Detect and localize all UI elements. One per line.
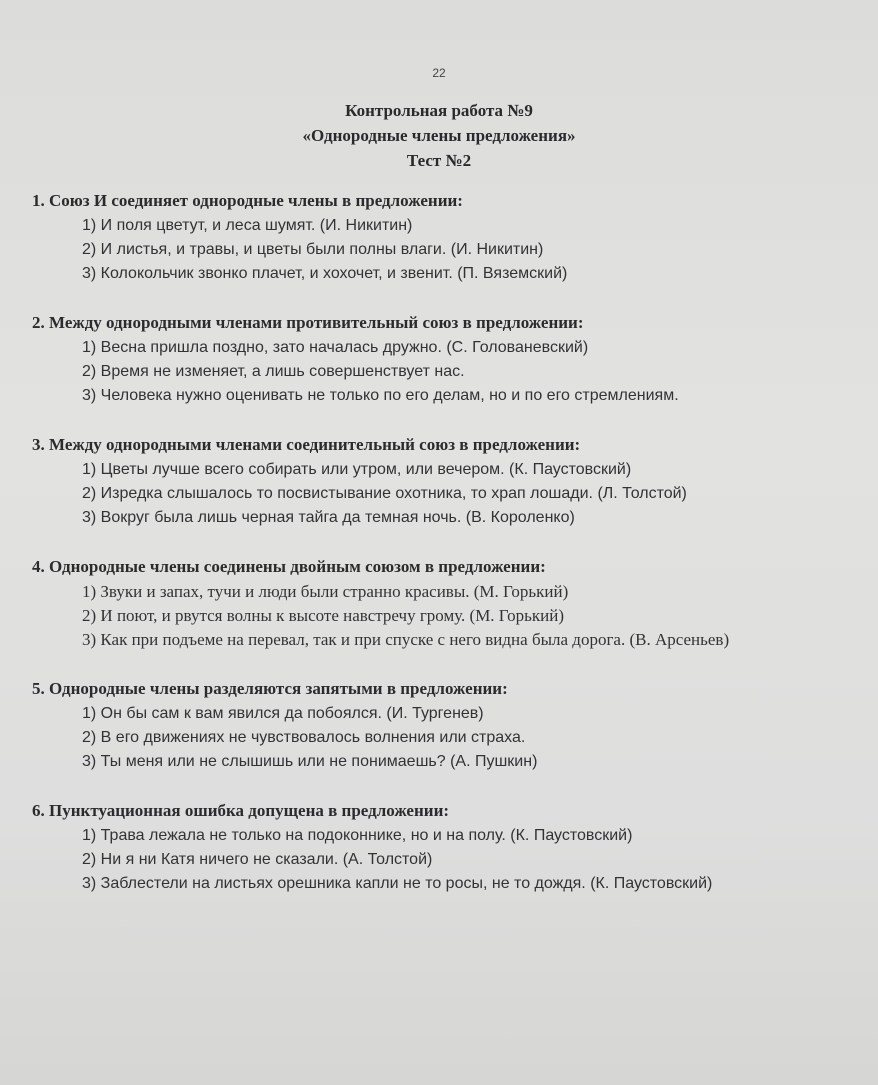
question-6 <box>22 800 812 896</box>
question-3 <box>22 434 812 530</box>
answer-option: 3) Вокруг была лишь черная тайга да темная ночь. (В. Короленко) <box>82 509 575 526</box>
question-1 <box>22 190 812 286</box>
question-title: 6. Пунктуационная ошибка допущена в предложении: <box>32 801 450 820</box>
answer-option: 3) Человека нужно оценивать не только по его делам, но и по его стремлениям. <box>82 387 679 404</box>
questions-list <box>22 190 812 922</box>
answer-option: 1) Звуки и запах, тучи и люди были странно красивы. (М. Горький) <box>82 582 569 601</box>
question-title: 5. Однородные члены разделяются запятыми в предложении: <box>32 679 508 698</box>
question-title: 4. Однородные члены соединены двойным союзом в предложении: <box>32 557 546 576</box>
answer-option: 3) Колокольчик звонко плачет, и хохочет, и звенит. (П. Вяземский) <box>82 265 568 282</box>
answer-option: 3) Ты меня или не слышишь или не понимаешь? (А. Пушкин) <box>82 753 538 770</box>
question-title: 3. Между однородными членами соединительный союз в предложении: <box>32 435 581 454</box>
question-5 <box>22 678 812 774</box>
answer-option: 1) Он бы сам к вам явился да побоялся. (И. Тургенев) <box>82 705 484 722</box>
header-test-number: Тест №2 <box>406 151 472 170</box>
answer-option: 1) Весна пришла поздно, зато началась дружно. (С. Голованевский) <box>82 339 589 356</box>
question-2 <box>22 312 812 408</box>
document-header <box>0 98 878 173</box>
answer-option: 2) В его движениях не чувствовалось волнения или страха. <box>82 729 526 746</box>
answer-option: 1) Цветы лучше всего собирать или утром, или вечером. (К. Паустовский) <box>82 461 632 478</box>
answer-option: 3) Как при подъеме на перевал, так и при спуске с него видна была дорога. (В. Арсеньев) <box>82 630 730 649</box>
answer-option: 2) Изредка слышалось то посвистывание охотника, то храп лошади. (Л. Толстой) <box>82 485 687 502</box>
header-topic: «Однородные члены предложения» <box>302 126 576 145</box>
answer-option: 2) И поют, и рвутся волны к высоте навстречу грому. (М. Горький) <box>82 606 565 625</box>
question-title: 1. Союз И соединяет однородные члены в предложении: <box>32 191 463 210</box>
question-4 <box>22 556 812 652</box>
question-title: 2. Между однородными членами противительный союз в предложении: <box>32 313 584 332</box>
header-title: Контрольная работа №9 <box>345 101 533 120</box>
answer-option: 2) И листья, и травы, и цветы были полны влаги. (И. Никитин) <box>82 241 544 258</box>
answer-option: 3) Заблестели на листьях орешника капли не то росы, не то дождя. (К. Паустовский) <box>82 875 713 892</box>
answer-option: 1) Трава лежала не только на подоконнике, но и на полу. (К. Паустовский) <box>82 827 633 844</box>
answer-option: 1) И поля цветут, и леса шумят. (И. Никитин) <box>82 217 413 234</box>
page-number: 22 <box>432 66 446 80</box>
answer-option: 2) Время не изменяет, а лишь совершенствует нас. <box>82 363 465 380</box>
answer-option: 2) Ни я ни Катя ничего не сказали. (А. Толстой) <box>82 851 433 868</box>
